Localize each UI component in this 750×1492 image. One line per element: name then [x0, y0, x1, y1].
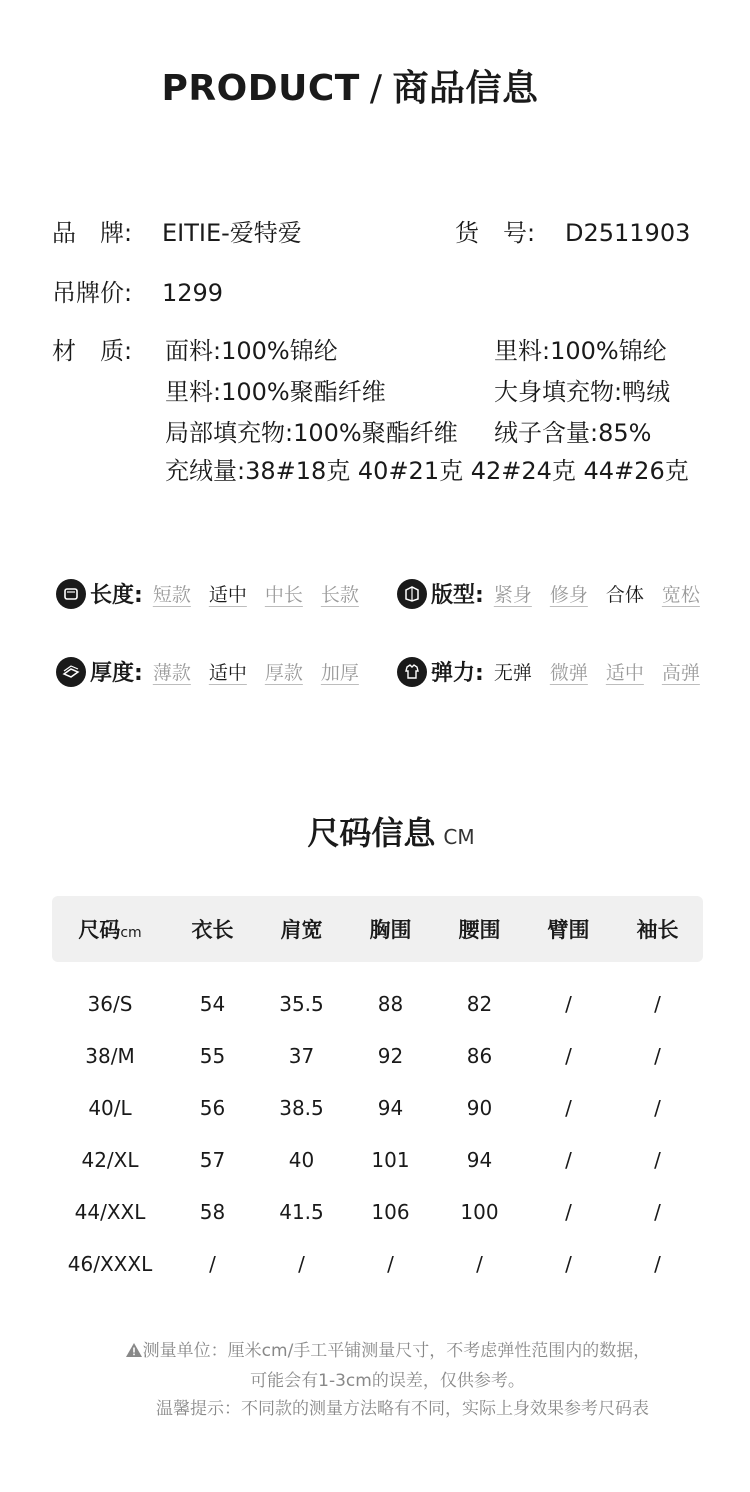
- table-cell: 90: [466, 1096, 493, 1120]
- table-cell: 35.5: [279, 992, 324, 1016]
- size-title-unit: CM: [443, 825, 475, 849]
- table-cell: 42/XL: [81, 1148, 139, 1172]
- table-cell: /: [387, 1252, 394, 1276]
- attr-name: 长度:: [90, 583, 143, 608]
- attr-option: 厚款: [264, 662, 303, 684]
- table-cell: /: [654, 1096, 661, 1120]
- attr-elasticity: [397, 656, 700, 687]
- attr-name: 版型:: [431, 583, 484, 608]
- brand-value: EITIE-爱特爱: [162, 219, 302, 247]
- attr-option: 薄款: [152, 662, 191, 684]
- brand-row: [52, 213, 302, 248]
- fit-icon: [397, 579, 427, 609]
- table-cell: 82: [466, 992, 493, 1016]
- attr-option: 微弹: [549, 662, 588, 684]
- brand-label: 品 牌:: [52, 219, 133, 247]
- header-cell: 袖长: [636, 918, 679, 942]
- table-cell: 38.5: [279, 1096, 324, 1120]
- table-cell: /: [476, 1252, 483, 1276]
- header-cell: [52, 914, 168, 944]
- table-cell: 46/XXXL: [67, 1252, 153, 1276]
- title-cn: 商品信息: [392, 68, 539, 109]
- table-cell: /: [654, 992, 661, 1016]
- elasticity-icon: [397, 657, 427, 687]
- table-cell: 38/M: [85, 1044, 135, 1068]
- price-label: 吊牌价:: [52, 279, 133, 307]
- attr-option: 修身: [549, 584, 588, 606]
- table-row: [52, 1030, 703, 1082]
- thickness-icon: [56, 657, 86, 687]
- table-row: [52, 1082, 703, 1134]
- attr-thickness: [56, 656, 377, 687]
- table-cell: /: [565, 1148, 572, 1172]
- material-line: 里料:100%锦纶: [494, 337, 667, 365]
- table-row: [52, 1134, 703, 1186]
- sku-label: 货 号:: [455, 219, 536, 247]
- attr-option: 加厚: [320, 662, 359, 684]
- table-cell: 37: [288, 1044, 315, 1068]
- page-title: [0, 60, 700, 111]
- header-cell: 臂围: [547, 918, 590, 942]
- table-cell: /: [298, 1252, 305, 1276]
- attr-length: [56, 578, 377, 609]
- table-cell: 54: [199, 992, 226, 1016]
- attr-option-selected: 适中: [208, 662, 247, 684]
- attr-option: 中长: [264, 584, 303, 606]
- table-cell: /: [209, 1252, 216, 1276]
- size-title-text: 尺码信息: [307, 814, 436, 852]
- attr-option: 高弹: [661, 662, 700, 684]
- table-cell: 44/XXL: [74, 1200, 146, 1224]
- title-separator: /: [369, 68, 383, 109]
- attr-option: 适中: [605, 662, 644, 684]
- table-cell: /: [654, 1200, 661, 1224]
- table-cell: 101: [371, 1148, 410, 1172]
- attr-option: 紧身: [493, 584, 532, 606]
- table-cell: 41.5: [279, 1200, 324, 1224]
- table-cell: 88: [377, 992, 404, 1016]
- table-cell: 40: [288, 1148, 315, 1172]
- attr-option: 宽松: [661, 584, 700, 606]
- table-row: [52, 978, 703, 1030]
- title-en: PRODUCT: [161, 68, 360, 109]
- header-cell: 胸围: [369, 918, 412, 942]
- material-line: 面料:100%锦纶: [165, 337, 338, 365]
- note-line: 测量单位：厘米cm/手工平铺测量尺寸，不考虑弹性范围内的数据，: [142, 1341, 651, 1361]
- material-line: 里料:100%聚酯纤维: [165, 378, 386, 406]
- size-table-header: [52, 896, 703, 962]
- material-line: 绒子含量:85%: [494, 419, 652, 447]
- attr-option: 短款: [152, 584, 191, 606]
- price-value: 1299: [162, 279, 224, 307]
- length-icon: [56, 579, 86, 609]
- attr-name: 弹力:: [431, 661, 484, 686]
- table-cell: /: [565, 1200, 572, 1224]
- sku-row: [455, 213, 690, 248]
- note-line: 可能会有1-3cm的误差，仅供参考。: [250, 1371, 525, 1391]
- table-cell: /: [654, 1252, 661, 1276]
- size-section-title: [0, 808, 750, 854]
- table-cell: /: [565, 1096, 572, 1120]
- table-cell: 100: [460, 1200, 499, 1224]
- table-cell: 56: [199, 1096, 226, 1120]
- table-row: [52, 1186, 703, 1238]
- attr-option-selected: 合体: [605, 584, 644, 606]
- table-cell: /: [565, 1252, 572, 1276]
- table-cell: /: [565, 992, 572, 1016]
- material-line: 大身填充物:鸭绒: [494, 378, 671, 406]
- price-row: [52, 273, 223, 308]
- table-cell: 86: [466, 1044, 493, 1068]
- table-cell: 55: [199, 1044, 226, 1068]
- table-cell: 58: [199, 1200, 226, 1224]
- material-line: 充绒量:38#18克 40#21克 42#24克 44#26克: [165, 457, 689, 485]
- material-line: 局部填充物:100%聚酯纤维: [165, 419, 458, 447]
- attr-option: 长款: [320, 584, 359, 606]
- table-cell: 36/S: [87, 992, 133, 1016]
- table-cell: 94: [466, 1148, 493, 1172]
- table-cell: /: [654, 1148, 661, 1172]
- attr-option-selected: 无弹: [493, 662, 532, 684]
- table-cell: 92: [377, 1044, 404, 1068]
- tip-note: 温馨提示：不同款的测量方法略有不同，实际上身效果参考尺码表: [156, 1399, 649, 1419]
- measurement-note: [0, 1337, 750, 1395]
- table-cell: /: [654, 1044, 661, 1068]
- header-size-unit: cm: [120, 925, 142, 941]
- header-cell: 肩宽: [280, 918, 323, 942]
- table-cell: 106: [371, 1200, 410, 1224]
- table-cell: /: [565, 1044, 572, 1068]
- header-cell: 衣长: [191, 918, 234, 942]
- sku-value: D2511903: [565, 219, 691, 247]
- attr-option-selected: 适中: [208, 584, 247, 606]
- attr-name: 厚度:: [90, 661, 143, 686]
- material-label: 材 质:: [52, 337, 133, 365]
- header-cell: 腰围: [458, 918, 501, 942]
- table-cell: 40/L: [88, 1096, 132, 1120]
- table-row: [52, 1238, 703, 1290]
- table-cell: 94: [377, 1096, 404, 1120]
- attr-fit: [397, 578, 700, 609]
- table-cell: 57: [199, 1148, 226, 1172]
- warning-icon: [125, 1339, 143, 1367]
- header-size-label: 尺码: [78, 918, 121, 942]
